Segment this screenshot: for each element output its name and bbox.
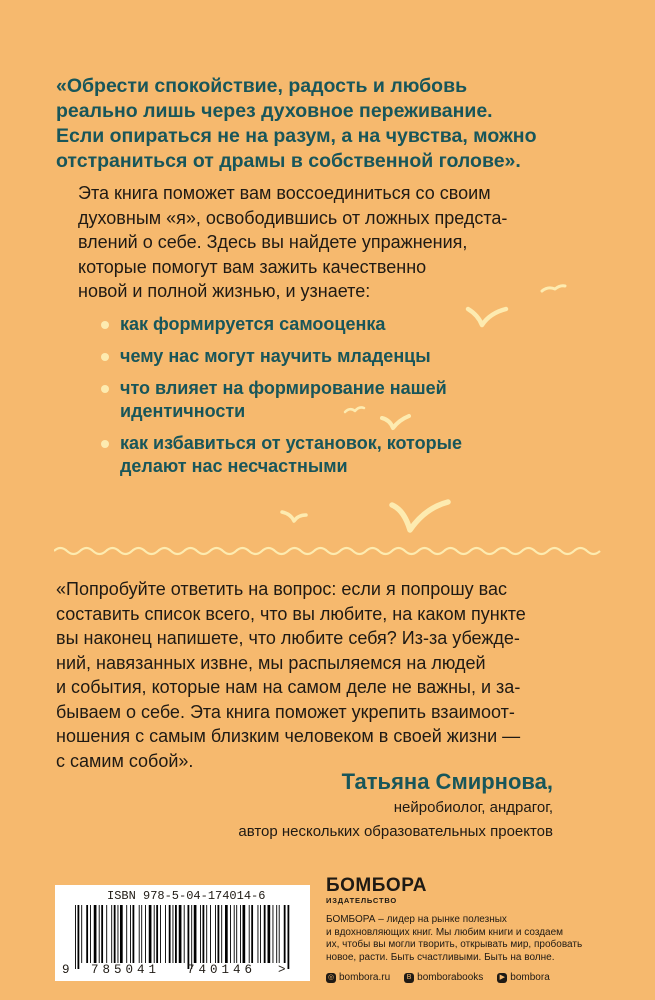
instagram-icon: ◎ (327, 973, 335, 981)
seagull-icon (542, 286, 565, 291)
barcode-bar (284, 905, 286, 963)
barcode-bar (243, 905, 246, 963)
barcode-bar (225, 905, 228, 963)
bottom-quote (56, 577, 616, 773)
barcode-bar (273, 905, 274, 963)
barcode-bar (210, 905, 211, 963)
barcode-bar (106, 905, 107, 963)
social-label: bomborabooks (417, 972, 484, 983)
barcode-bar (236, 905, 237, 963)
intro-line: новой и полной жизнью, и узнаете: (78, 281, 371, 301)
barcode-bar (258, 905, 259, 963)
barcode-bar (160, 905, 161, 963)
barcode-bar (179, 905, 182, 963)
barcode-bar (200, 905, 201, 963)
barcode-bar (154, 905, 155, 963)
barcode-bar (114, 905, 116, 963)
intro-line: духовным «я», освободившись от ложных предста- (78, 207, 508, 228)
top-quote-line: отстраниться от драмы в собственной голове». (56, 150, 521, 172)
vk-icon: В (404, 973, 414, 983)
barcode-bar (268, 905, 271, 963)
barcode-bar (130, 905, 131, 963)
publisher-desc-line: новое, расти. Быть счастливыми. Быть на волне. (326, 951, 555, 963)
barcode-bar (78, 905, 80, 969)
social-links (326, 972, 616, 983)
publisher-desc-line: и вдохновляющих книг. Мы любим книги и создаем (326, 926, 564, 938)
author-name: Татьяна Смирнова, (341, 769, 553, 794)
barcode-bar (264, 905, 266, 963)
bottom-quote-line: ний, навязанных извне, мы распыляемся на людей (56, 652, 486, 673)
bottom-quote-line: с самим собой». (56, 750, 194, 771)
barcode-bar (191, 905, 192, 969)
barcode-box (55, 885, 310, 981)
social-label: bombora (510, 972, 550, 983)
barcode-bar (111, 905, 112, 963)
bullet-text: как избавиться от установок, которые (120, 433, 462, 453)
barcode-first-digit: 9 (62, 963, 70, 977)
seagull-icon (282, 512, 306, 521)
barcode-bar (118, 905, 119, 963)
seagull-icon (382, 416, 409, 428)
barcode-bar (279, 905, 280, 963)
barcode-bar (240, 905, 241, 963)
barcode-bar (145, 905, 146, 963)
bullet-text: идентичности (120, 401, 246, 421)
author-block (238, 768, 553, 844)
barcode-bar (234, 905, 235, 963)
top-quote-line: Если опираться не на разум, а на чувства, можно (56, 125, 537, 147)
top-quote-line: «Обрести спокойствие, радость и любовь (56, 75, 468, 97)
publisher-desc-line: их, чтобы вы могли творить, открывать мир, пробовать (326, 939, 583, 950)
barcode-bar (126, 905, 127, 963)
barcode-group-2: 740146 (187, 963, 257, 977)
barcode-bar (221, 905, 222, 963)
barcode-bar (139, 905, 140, 963)
barcode-bar (203, 905, 205, 963)
seagull-icon (468, 309, 506, 325)
author-role: нейробиолог, андрагог, (393, 799, 553, 816)
barcode-bar (194, 905, 197, 963)
barcode-bar (206, 905, 207, 963)
barcode-bar (175, 905, 177, 963)
barcode-bar (184, 905, 185, 963)
intro-line: которые помогут вам зажить качественно (78, 256, 427, 277)
barcode-bar (230, 905, 231, 963)
barcode-bar (156, 905, 158, 963)
barcode-bar (249, 905, 250, 963)
barcode-bar (75, 905, 76, 969)
barcode-bar (251, 905, 253, 963)
intro-line: Эта книга поможет вам воссоединиться со своим (78, 183, 491, 203)
author-role: автор нескольких образовательных проектов (238, 823, 553, 840)
barcode-bar (276, 905, 277, 963)
bullet-text: чему нас могут научить младенцы (120, 346, 431, 366)
intro-line: влений о себе. Здесь вы найдете упражнения, (78, 232, 468, 252)
seagull-icon (345, 407, 364, 412)
bullet-text: как формируется самооценка (120, 314, 386, 334)
barcode-bar (188, 905, 190, 969)
wave-divider (54, 545, 604, 557)
publisher-subtitle: ИЗДАТЕЛЬСТВО (326, 896, 397, 905)
barcode-bar (149, 905, 152, 963)
social-vk[interactable] (404, 972, 483, 983)
bullet-text: делают нас несчастными (120, 456, 348, 476)
publisher-description (326, 914, 616, 964)
publisher-block (326, 876, 616, 983)
social-label: bombora.ru (339, 972, 391, 983)
isbn-label: ISBN 978-5-04-174014-6 (107, 889, 266, 903)
bottom-quote-line: составить список всего, что вы любите, на каком пункте (56, 603, 526, 624)
barcode-bar (94, 905, 97, 963)
barcode-bar (215, 905, 216, 963)
barcode-bar (165, 905, 166, 963)
bottom-quote-line: ношения с самым близким человеком в своей жизни — (56, 726, 521, 746)
barcode-bar (120, 905, 123, 963)
barcode-bar (101, 905, 103, 963)
barcode-arrow: > (278, 963, 286, 977)
barcode-bar (173, 905, 174, 963)
social-instagram[interactable] (326, 972, 390, 983)
top-quote-line: реально лишь через духовное переживание. (56, 100, 493, 122)
seagull-icon (392, 502, 448, 530)
barcode-bar (99, 905, 100, 963)
barcode-bar (260, 905, 261, 963)
barcode-bar (81, 905, 82, 963)
barcode-bar (86, 905, 88, 963)
bottom-quote-line: вы наконец напишете, что любите себя? Из-за убежде- (56, 628, 520, 648)
bottom-quote-line: «Попробуйте ответить на вопрос: если я попрошу вас (56, 579, 508, 599)
barcode-bar (169, 905, 171, 963)
bottom-quote-line: и события, которые нам на самом деле не важны, и за- (56, 677, 521, 697)
barcode-bar (133, 905, 135, 963)
barcode-bar (288, 905, 290, 969)
barcode-bar (218, 905, 220, 963)
barcode-bar (141, 905, 142, 963)
bullet-text: что влияет на формирование нашей (120, 378, 447, 398)
social-youtube-telegram[interactable] (497, 972, 549, 983)
barcode-group-1: 785041 (91, 963, 161, 977)
publisher-logo: БОМБОРА (326, 875, 427, 896)
barcode-bar (90, 905, 91, 963)
publisher-desc-line: БОМБОРА – лидер на рынке полезных (326, 914, 507, 925)
youtube-telegram-icon: ▶ (497, 973, 507, 983)
bottom-quote-line: бываем о себе. Эта книга поможет укрепить взаимоот- (56, 701, 515, 722)
